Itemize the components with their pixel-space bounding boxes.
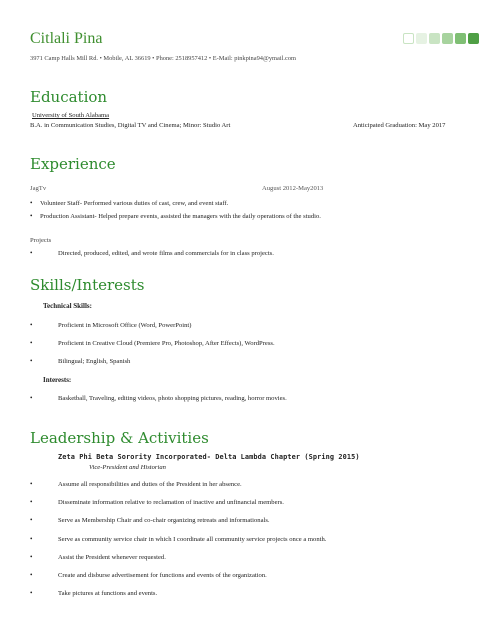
leadership-heading: Leadership & Activities (30, 429, 209, 447)
list-item: • Volunteer Staff- Performed various duties of cast, crew, and event staff. (30, 199, 229, 207)
bullet-icon: • (30, 534, 33, 543)
projects-list (30, 250, 274, 257)
accent-square (403, 33, 414, 44)
experience-list (30, 200, 321, 225)
accent-squares (403, 33, 479, 44)
accent-square (468, 33, 479, 44)
education-degree: B.A. in Communication Studies, Digital TV and Cinema; Minor: Studio Art (30, 122, 231, 129)
bullet-icon: • (30, 249, 33, 257)
education-heading: Education (30, 88, 108, 106)
bullet-icon: • (30, 394, 33, 402)
skills-heading: Skills/Interests (30, 276, 145, 294)
list-item: • Assist the President whenever requested. (30, 552, 166, 561)
bullet-icon: • (30, 480, 33, 488)
accent-square (429, 33, 440, 44)
accent-square (455, 33, 466, 44)
list-item: • Production Assistant- Helped prepare events, assisted the managers with the daily operations of the studio. (30, 211, 321, 220)
bullet-icon: • (30, 357, 33, 365)
job-title: JagTv (30, 185, 47, 192)
organization-name: Zeta Phi Beta Sorority Incorporated- Delta Lambda Chapter (Spring 2015) (58, 453, 360, 461)
list-item: • Proficient in Microsoft Office (Word, PowerPoint) (30, 321, 192, 329)
list-item: • Bilingual; English, Spanish (30, 357, 131, 365)
interests-list (30, 395, 287, 402)
list-item: • Disseminate information relative to reclamation of inactive and unfinancial members. (30, 498, 284, 507)
education-school: University of South Alabama (32, 112, 110, 119)
accent-square (416, 33, 427, 44)
bullet-icon: • (30, 339, 33, 347)
experience-heading: Experience (30, 155, 116, 173)
bullet-icon: • (30, 498, 33, 507)
list-item: • Directed, produced, edited, and wrote films and commercials for in class projects. (30, 249, 274, 257)
contact-line: 3971 Camp Halls Mill Rd. • Mobile, AL 36619 • Phone: 2518957412 • E-Mail: pinkpina94@ymail.com (30, 55, 297, 62)
list-item: • Serve as community service chair in which I coordinate all community service projects once a month. (30, 534, 327, 543)
projects-label: Projects (30, 237, 52, 244)
bullet-icon: • (30, 589, 33, 598)
list-item: • Proficient in Creative Cloud (Premiere Pro, Photoshop, After Effects), WordPress. (30, 339, 275, 347)
list-item: • Assume all responsibilities and duties of the President in her absence. (30, 480, 242, 488)
bullet-icon: • (30, 211, 33, 220)
bullet-icon: • (30, 552, 33, 561)
list-item: • Basketball, Traveling, editing videos, photo shopping pictures, reading, horror movies. (30, 394, 287, 402)
list-item: • Serve as Membership Chair and co-chair organizing retreats and informationals. (30, 516, 270, 525)
list-item: • Take pictures at functions and events. (30, 589, 158, 598)
education-graduation: Anticipated Graduation: May 2017 (353, 122, 446, 129)
resume-name: Citlali Pina (30, 30, 103, 47)
leadership-list (30, 481, 326, 608)
bullet-icon: • (30, 321, 33, 329)
technical-skills-list (30, 322, 275, 376)
bullet-icon: • (30, 516, 33, 525)
job-dates: August 2012-May2013 (262, 185, 324, 192)
bullet-icon: • (30, 199, 33, 207)
interests-label: Interests: (43, 376, 72, 384)
organization-role: Vice-President and Historian (89, 464, 166, 471)
bullet-icon: • (30, 570, 33, 579)
technical-skills-label: Technical Skills: (43, 302, 92, 310)
list-item: • Create and disburse advertisement for functions and events of the organization. (30, 570, 267, 579)
accent-square (442, 33, 453, 44)
